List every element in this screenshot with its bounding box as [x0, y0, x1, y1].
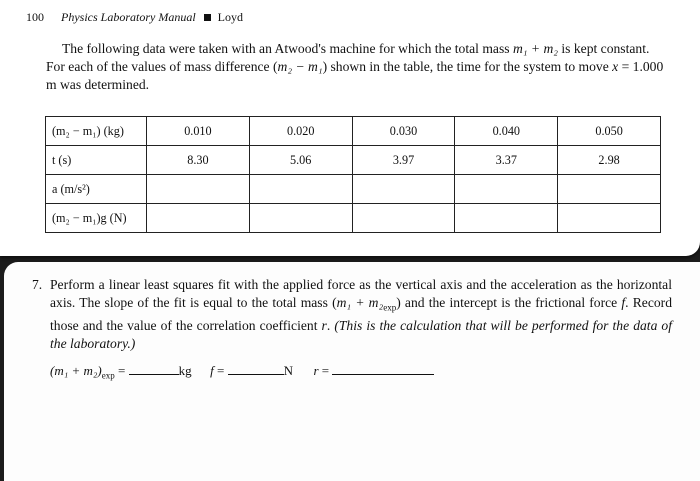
equals-sign: = — [318, 363, 333, 378]
square-bullet-icon — [204, 14, 211, 21]
empty-cell[interactable] — [249, 175, 352, 204]
q7-text-1: Perform a linear least squares fit with the applied force as the vertical axis and the acceleration as the horizontal axis. The slope of the fit is equal to the total mass ( — [50, 277, 672, 310]
empty-cell[interactable] — [352, 175, 455, 204]
r-symbol: r — [321, 317, 327, 333]
equals-sign: = — [213, 363, 228, 378]
table-cell: 3.37 — [455, 146, 558, 175]
row-label-time: t (s) — [46, 146, 147, 175]
q7-text-2: ) and the intercept is the frictional force — [396, 295, 622, 310]
table-row-mass-diff — [46, 117, 661, 146]
table-cell: 0.010 — [147, 117, 250, 146]
table-row-force — [46, 204, 661, 233]
n-unit: N — [283, 363, 293, 378]
table-cell: 0.040 — [455, 117, 558, 146]
mass-label: (m₁ + m₂) — [50, 363, 102, 378]
total-mass-symbol: m₁ + m₂ — [512, 41, 558, 56]
intro-paragraph — [46, 40, 666, 94]
table-cell: 2.98 — [558, 146, 661, 175]
empty-cell[interactable] — [352, 204, 455, 233]
intro-text-1: The following data were taken with an Atwood's machine for which the total mass — [62, 41, 513, 56]
empty-cell[interactable] — [558, 175, 661, 204]
x-symbol: x — [612, 59, 619, 74]
empty-cell[interactable] — [455, 204, 558, 233]
table-cell: 0.050 — [558, 117, 661, 146]
question-text — [50, 276, 672, 353]
page-number: 100 — [26, 10, 44, 24]
row-label-accel: a (m/s²) — [46, 175, 147, 204]
intro-text-3: ) shown in the table, the time for the system to move — [322, 59, 613, 74]
f-symbol: f — [621, 295, 626, 310]
row-label-mass-diff: (m₂ − m₁) (kg) — [46, 117, 147, 146]
table-cell: 0.030 — [352, 117, 455, 146]
total-mass-symbol: m₁ + m₂ — [336, 295, 384, 310]
empty-cell[interactable] — [147, 175, 250, 204]
q7-text-4: . — [326, 317, 335, 333]
empty-cell[interactable] — [147, 204, 250, 233]
table-cell: 5.06 — [249, 146, 352, 175]
table-cell: 8.30 — [147, 146, 250, 175]
question-number: 7. — [32, 277, 43, 292]
r-label: r — [313, 363, 319, 378]
answer-line — [50, 362, 434, 381]
table-cell: 0.020 — [249, 117, 352, 146]
equals-sign: = — [114, 363, 129, 378]
table-cell: 3.97 — [352, 146, 455, 175]
table-row-time — [46, 146, 661, 175]
empty-cell[interactable] — [455, 175, 558, 204]
table-row-accel — [46, 175, 661, 204]
r-blank[interactable] — [332, 362, 434, 375]
kg-unit: kg — [178, 363, 192, 378]
q7-text-3: . Record those and the value of the correlation coefficient — [50, 295, 672, 333]
intro-text-2: is kept constant. For each of the values of mass difference ( — [46, 41, 650, 74]
empty-cell[interactable] — [249, 204, 352, 233]
mass-blank[interactable] — [129, 362, 179, 375]
exp-subscript: exp — [383, 302, 397, 313]
running-header — [26, 10, 243, 25]
f-label: f — [210, 363, 214, 378]
mass-diff-symbol: m₂ − m₁ — [277, 59, 323, 74]
f-blank[interactable] — [228, 362, 284, 375]
empty-cell[interactable] — [558, 204, 661, 233]
exp-subscript: exp — [101, 370, 115, 381]
row-label-force: (m₂ − m₁)g (N) — [46, 204, 147, 233]
q7-note: (This is the calculation that will be performed for the data of the laboratory.) — [50, 317, 673, 351]
lower-page — [4, 262, 700, 481]
book-title: Physics Laboratory Manual — [61, 10, 196, 24]
data-table — [45, 116, 661, 233]
author: Loyd — [217, 10, 244, 24]
question-7 — [32, 276, 672, 353]
intro-text-4: = 1.000 m was determined. — [46, 59, 664, 92]
